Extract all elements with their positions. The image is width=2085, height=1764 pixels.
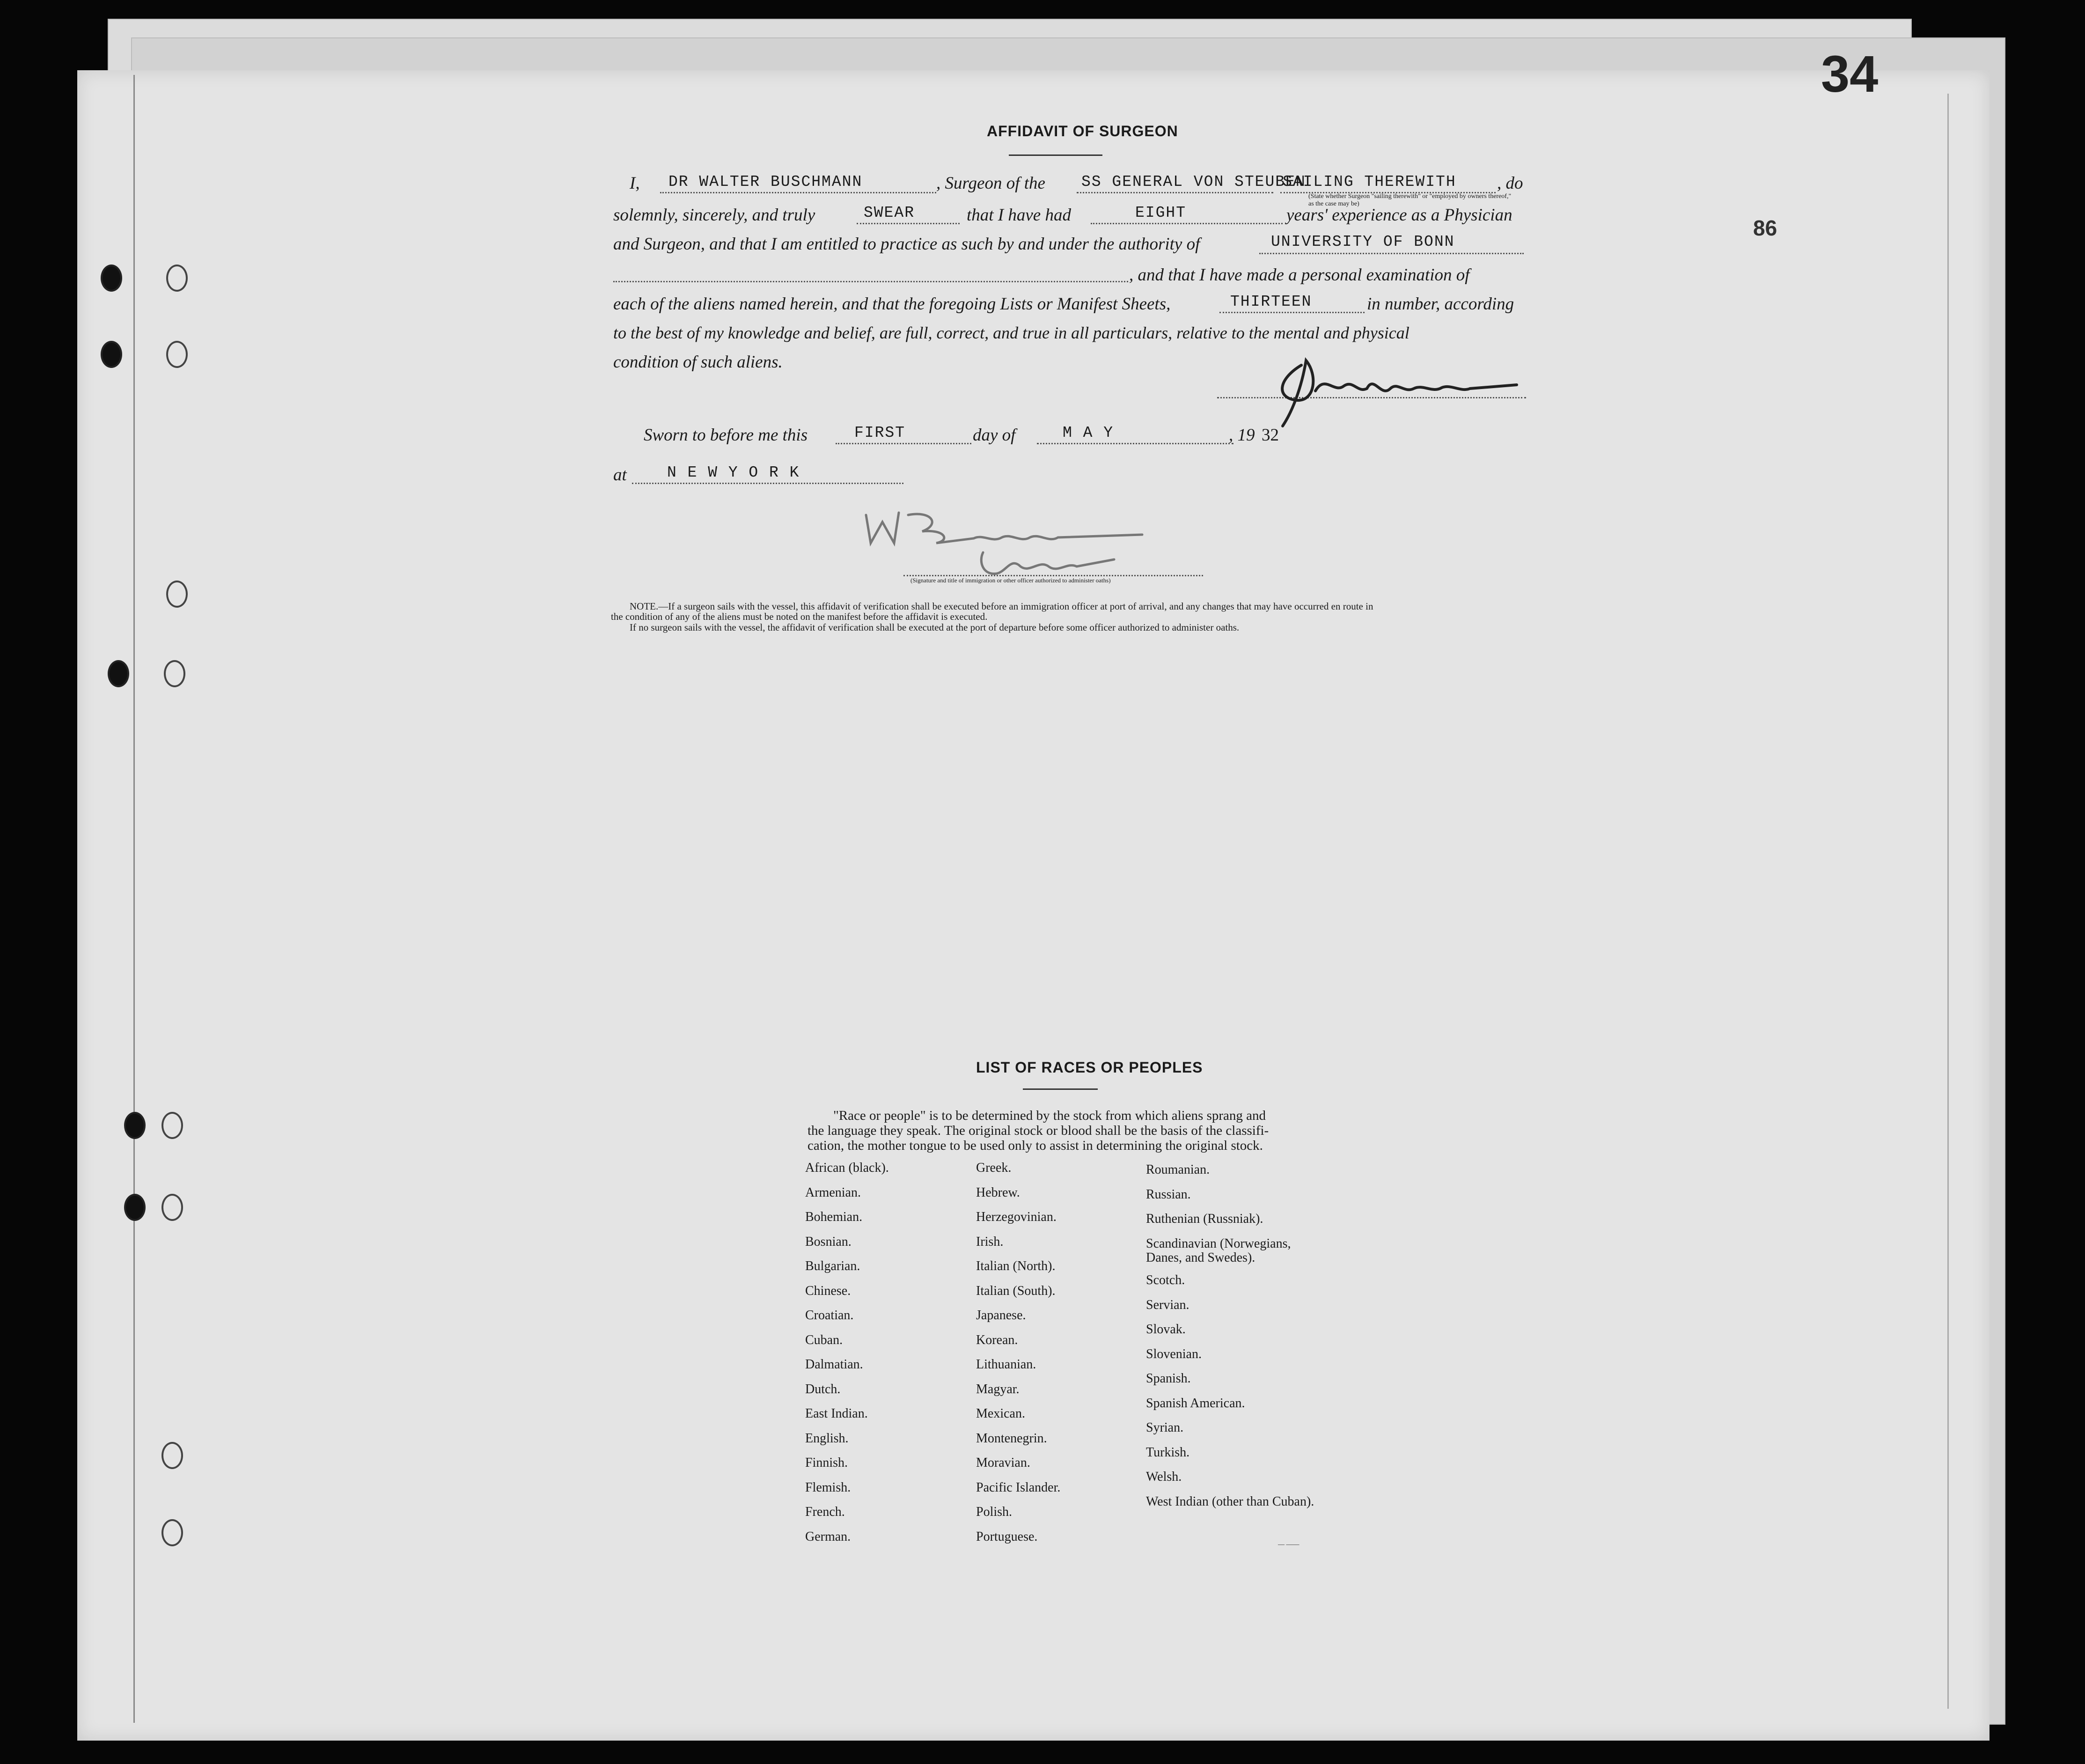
race-item: Bohemian. (805, 1210, 863, 1224)
race-item: Dutch. (805, 1382, 841, 1396)
race-item: Hebrew. (976, 1185, 1020, 1200)
race-item: Chinese. (805, 1283, 851, 1298)
l2-solemnly: solemnly, sincerely, and truly (613, 206, 815, 225)
races-intro-3: cation, the mother tongue to be used only to assist in determining the original stock. (808, 1138, 1263, 1153)
race-item: Japanese. (976, 1308, 1026, 1323)
race-item: Flemish. (805, 1480, 851, 1495)
officer-signature-line (903, 575, 1203, 576)
race-item: Ruthenian (Russniak). (1146, 1212, 1263, 1226)
l5-in-number: in number, according (1367, 294, 1514, 314)
race-item: Italian (North). (976, 1259, 1056, 1273)
l5-each-alien: each of the aliens named herein, and that the foregoing Lists or Manifest Sheets, (613, 294, 1171, 314)
at-place: N E W Y O R K (667, 464, 800, 481)
binder-hole (166, 265, 188, 292)
affidavit-note-2: the condition of any of the aliens must be noted on the manifest before the affidavit is executed. (611, 611, 988, 622)
race-item: Russian. (1146, 1187, 1191, 1202)
binder-hole (101, 341, 122, 368)
race-item: Irish. (976, 1234, 1004, 1249)
race-item: Portuguese. (976, 1529, 1038, 1544)
race-item: Korean. (976, 1332, 1018, 1347)
binder-hole (162, 1519, 183, 1546)
l7-condition: condition of such aliens. (613, 353, 783, 372)
race-item: Servian. (1146, 1297, 1189, 1312)
race-item: East Indian. (805, 1406, 868, 1421)
officer-signature (861, 496, 1189, 581)
at-label: at (613, 465, 627, 485)
race-item: Turkish. (1146, 1445, 1190, 1460)
race-item: Bulgarian. (805, 1259, 860, 1273)
race-item: West Indian (other than Cuban). (1146, 1494, 1314, 1509)
l1-prefix: I, (630, 174, 640, 193)
race-item: Armenian. (805, 1185, 861, 1200)
race-item: English. (805, 1431, 849, 1446)
authority-line-2 (613, 281, 1128, 282)
status-instruction: (State whether Surgeon "sailing therewith" or "employed by owners thereof," as the case may be) (1308, 193, 1512, 207)
race-item: Mexican. (976, 1406, 1025, 1421)
binder-hole (101, 265, 122, 292)
race-item: Croatian. (805, 1308, 854, 1323)
surgeon-signature (1273, 346, 1526, 426)
years-line (1091, 223, 1283, 224)
sworn-month-line (1037, 443, 1233, 444)
left-margin-line (133, 75, 135, 1723)
l3-entitled: and Surgeon, and that I am entitled to practice as such by and under the authority of (613, 235, 1200, 254)
races-title: LIST OF RACES OR PEOPLES (976, 1059, 1203, 1076)
binder-hole (124, 1194, 146, 1221)
race-item: African (black). (805, 1161, 889, 1175)
race-item: Roumanian. (1146, 1162, 1210, 1177)
affidavit-note-3: If no surgeon sails with the vessel, the affidavit of verification shall be executed at the port of departure before some officer authorized to administer oaths. (630, 622, 1240, 633)
surgeon-name-line (660, 192, 936, 193)
affidavit-note-1: NOTE.—If a surgeon sails with the vessel, this affidavit of verification shall be executed before an immigration officer at port of arrival, and any changes that may have occurred en route in (630, 601, 1373, 612)
l4-examination: , and that I have made a personal examination of (1129, 265, 1470, 285)
oath-type: SWEAR (864, 204, 915, 221)
l6-best-knowledge: to the best of my knowledge and belief, are full, correct, and true in all particulars, relative to the mental and physical (613, 323, 1410, 342)
race-item: Bosnian. (805, 1234, 852, 1249)
race-item: Italian (South). (976, 1283, 1056, 1298)
form-number: — —— (1278, 1541, 1299, 1548)
race-item: Moravian. (976, 1455, 1030, 1470)
surgeon-status: SAILING THEREWITH (1283, 173, 1456, 191)
sworn-before: Sworn to before me this (644, 426, 808, 445)
race-item: Herzegovinian. (976, 1210, 1057, 1224)
officer-caption: (Signature and title of immigration or other officer authorized to administer oaths) (910, 577, 1111, 584)
race-item: Lithuanian. (976, 1357, 1036, 1372)
sworn-day: FIRST (854, 424, 906, 441)
race-item: Polish. (976, 1505, 1013, 1519)
sworn-month: M A Y (1063, 424, 1114, 441)
race-item: Magyar. (976, 1382, 1020, 1396)
races-intro-1: "Race or people" is to be determined by the stock from which aliens sprang and (833, 1108, 1266, 1123)
race-item: Spanish American. (1146, 1396, 1245, 1411)
race-item: Slovak. (1146, 1322, 1186, 1337)
race-item: Montenegrin. (976, 1431, 1047, 1446)
binder-hole (162, 1194, 183, 1221)
oath-line (857, 223, 960, 224)
binder-hole (162, 1442, 183, 1469)
binder-hole (162, 1112, 183, 1139)
binder-hole (166, 341, 188, 368)
sworn-day-line (836, 443, 971, 444)
race-item: Slovenian. (1146, 1346, 1202, 1361)
race-item: Greek. (976, 1161, 1012, 1175)
ship-name-line (1077, 192, 1273, 193)
l2-years-exp: years' experience as a Physician (1286, 206, 1512, 225)
race-item: Spanish. (1146, 1371, 1191, 1386)
authority-line (1259, 253, 1524, 254)
races-intro-2: the language they speak. The original stock or blood shall be the basis of the classifi- (808, 1123, 1269, 1138)
l1-do: , do (1497, 174, 1523, 193)
binder-hole (164, 660, 185, 687)
sheet-count: THIRTEEN (1230, 293, 1312, 310)
l1-surgeon-of: , Surgeon of the (936, 174, 1045, 193)
l2-have-had: that I have had (967, 206, 1071, 225)
race-item: Dalmatian. (805, 1357, 863, 1372)
binder-hole (108, 660, 129, 687)
sworn-year: 32 (1262, 426, 1279, 445)
binder-hole (124, 1112, 146, 1139)
race-item: Scandinavian (Norwegians, Danes, and Swedes). (1146, 1236, 1291, 1265)
at-place-line (632, 483, 903, 484)
race-item: German. (805, 1529, 851, 1544)
race-item: Finnish. (805, 1455, 848, 1470)
race-item: Cuban. (805, 1332, 843, 1347)
years-experience: EIGHT (1135, 204, 1187, 221)
sheet-count-line (1219, 312, 1365, 313)
sworn-century: , 19 (1229, 426, 1255, 445)
right-margin-line (1947, 94, 1949, 1709)
race-item: Welsh. (1146, 1470, 1182, 1485)
authority: UNIVERSITY OF BONN (1271, 233, 1455, 250)
side-page-number: 86 (1753, 216, 1777, 240)
race-item: Scotch. (1146, 1273, 1185, 1288)
title-underline (1009, 154, 1102, 156)
surgeon-name: DR WALTER BUSCHMANN (668, 173, 863, 191)
binder-hole (166, 581, 188, 608)
corner-page-number: 34 (1821, 45, 1879, 103)
affidavit-title: AFFIDAVIT OF SURGEON (987, 123, 1178, 140)
sworn-day-of: day of (973, 426, 1016, 445)
race-item: Syrian. (1146, 1420, 1184, 1435)
race-item: French. (805, 1505, 845, 1519)
ship-name: SS GENERAL VON STEUBEN (1081, 173, 1306, 191)
races-title-underline (1023, 1088, 1098, 1090)
race-item: Pacific Islander. (976, 1480, 1061, 1495)
